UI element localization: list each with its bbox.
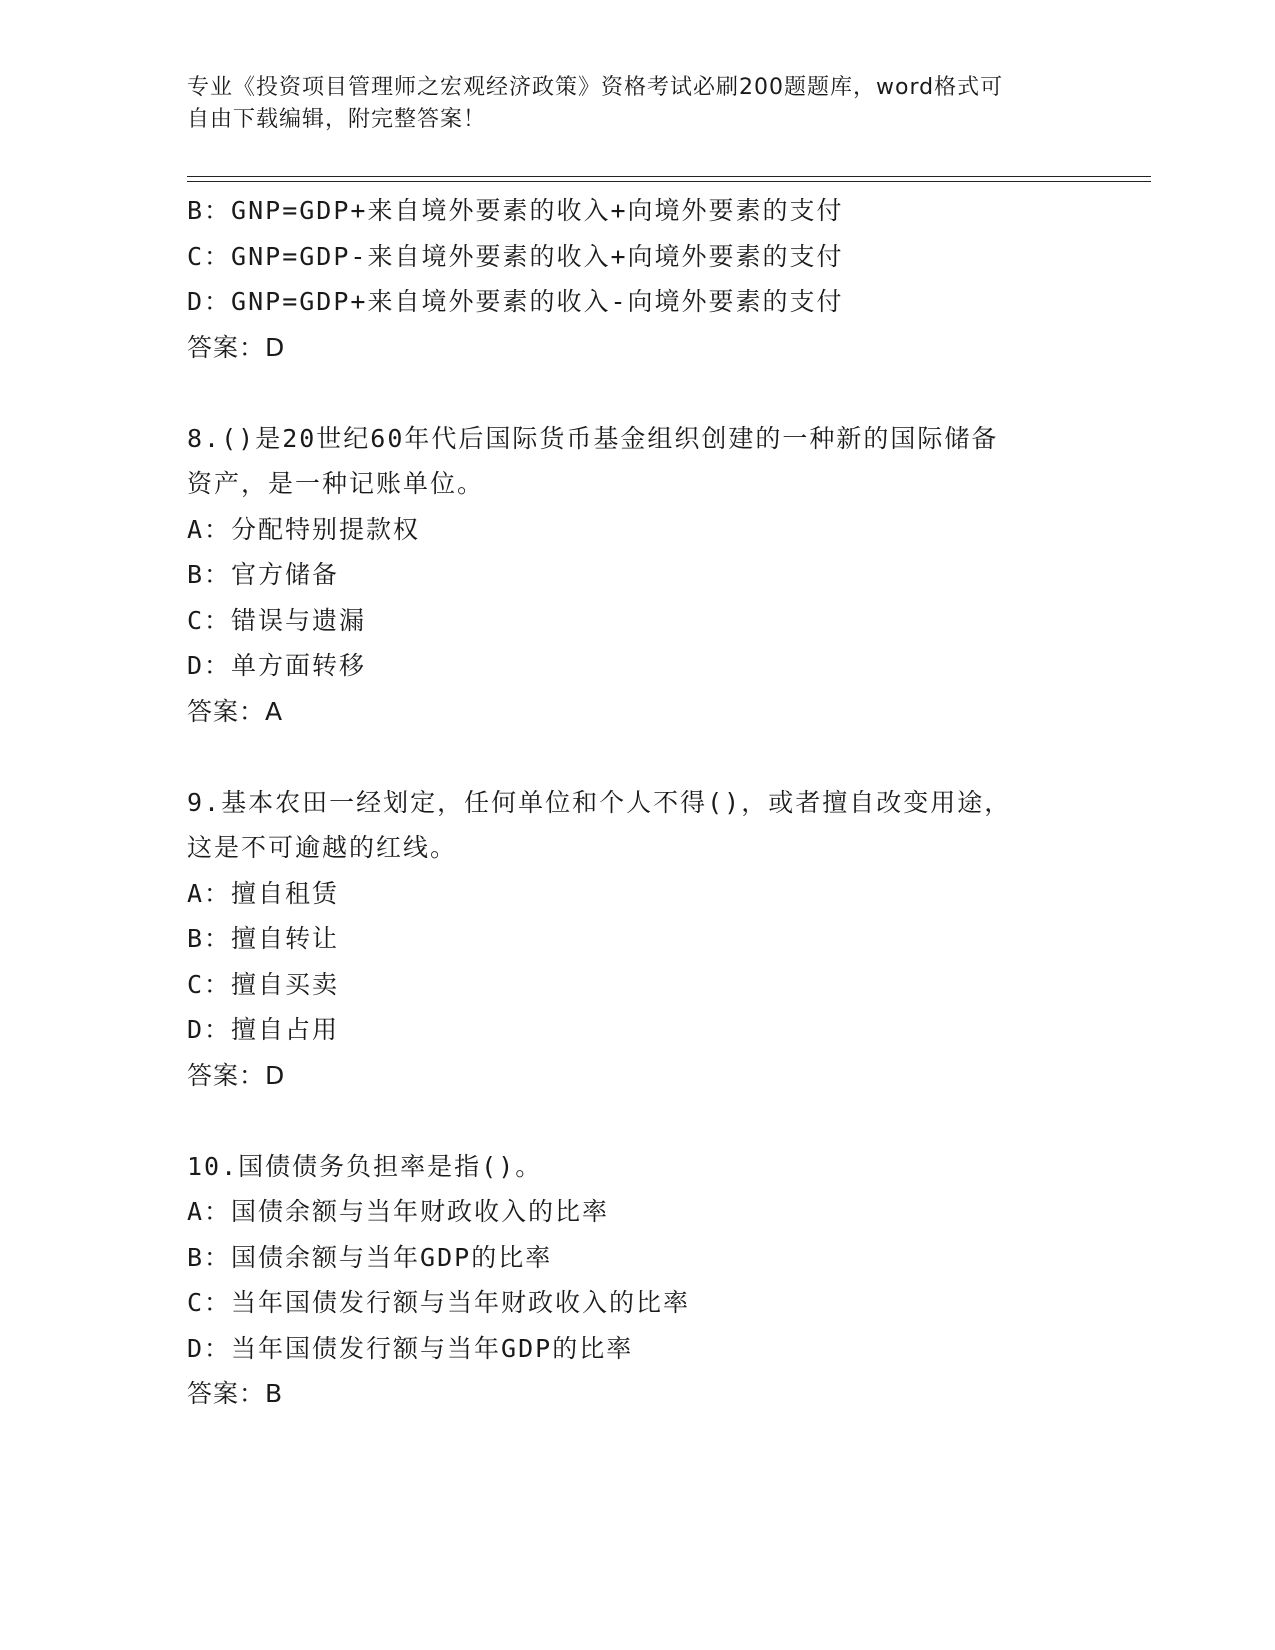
question-9 <box>187 780 1087 1099</box>
option-c: C：错误与遗漏 <box>187 605 367 635</box>
option-b: B：官方储备 <box>187 560 340 589</box>
option-d: D：当年国债发行额与当年GDP的比率 <box>187 1333 634 1363</box>
question-stem: 10.国债债务负担率是指()。 <box>187 1151 543 1181</box>
question-stem: 这是不可逾越的红线。 <box>187 833 458 862</box>
question-10 <box>187 1144 1087 1417</box>
spacer <box>187 370 1087 416</box>
option-c: C：GNP=GDP-来自境外要素的收入+向境外要素的支付 <box>187 241 844 271</box>
answer-line: 答案：B <box>187 1379 284 1408</box>
question-stem: 资产，是一种记账单位。 <box>187 469 485 498</box>
option-a: A：国债余额与当年财政收入的比率 <box>187 1197 610 1226</box>
document-header <box>187 72 1067 136</box>
option-b: B：GNP=GDP+来自境外要素的收入+向境外要素的支付 <box>187 196 844 225</box>
option-a: A：分配特别提款权 <box>187 514 421 544</box>
question-stem: 8.()是20世纪60年代后国际货币基金组织创建的一种新的国际储备 <box>187 423 999 453</box>
spacer <box>187 734 1087 780</box>
option-d: D：GNP=GDP+来自境外要素的收入-向境外要素的支付 <box>187 287 844 316</box>
question-7-continued <box>187 188 1087 370</box>
option-b: B：擅自转让 <box>187 924 340 953</box>
question-8 <box>187 416 1087 735</box>
option-c: C：当年国债发行额与当年财政收入的比率 <box>187 1288 691 1317</box>
option-d: D：擅自占用 <box>187 1015 340 1044</box>
option-d: D：单方面转移 <box>187 651 367 680</box>
header-line-2: 自由下载编辑，附完整答案！ <box>187 107 487 132</box>
question-stem: 9.基本农田一经划定，任何单位和个人不得()，或者擅自改变用途， <box>187 787 1012 817</box>
spacer <box>187 1098 1087 1144</box>
option-b: B：国债余额与当年GDP的比率 <box>187 1242 553 1272</box>
option-c: C：擅自买卖 <box>187 969 340 999</box>
answer-line: 答案：D <box>187 332 286 362</box>
answer-line: 答案：D <box>187 1060 286 1090</box>
header-divider-top <box>187 176 1151 177</box>
question-list <box>187 188 1087 1417</box>
header-line-1: 专业《投资项目管理师之宏观经济政策》资格考试必刷200题题库，word格式可 <box>187 75 1004 100</box>
header-divider-bottom <box>187 181 1151 182</box>
answer-line: 答案：A <box>187 696 284 726</box>
option-a: A：擅自租赁 <box>187 878 340 908</box>
